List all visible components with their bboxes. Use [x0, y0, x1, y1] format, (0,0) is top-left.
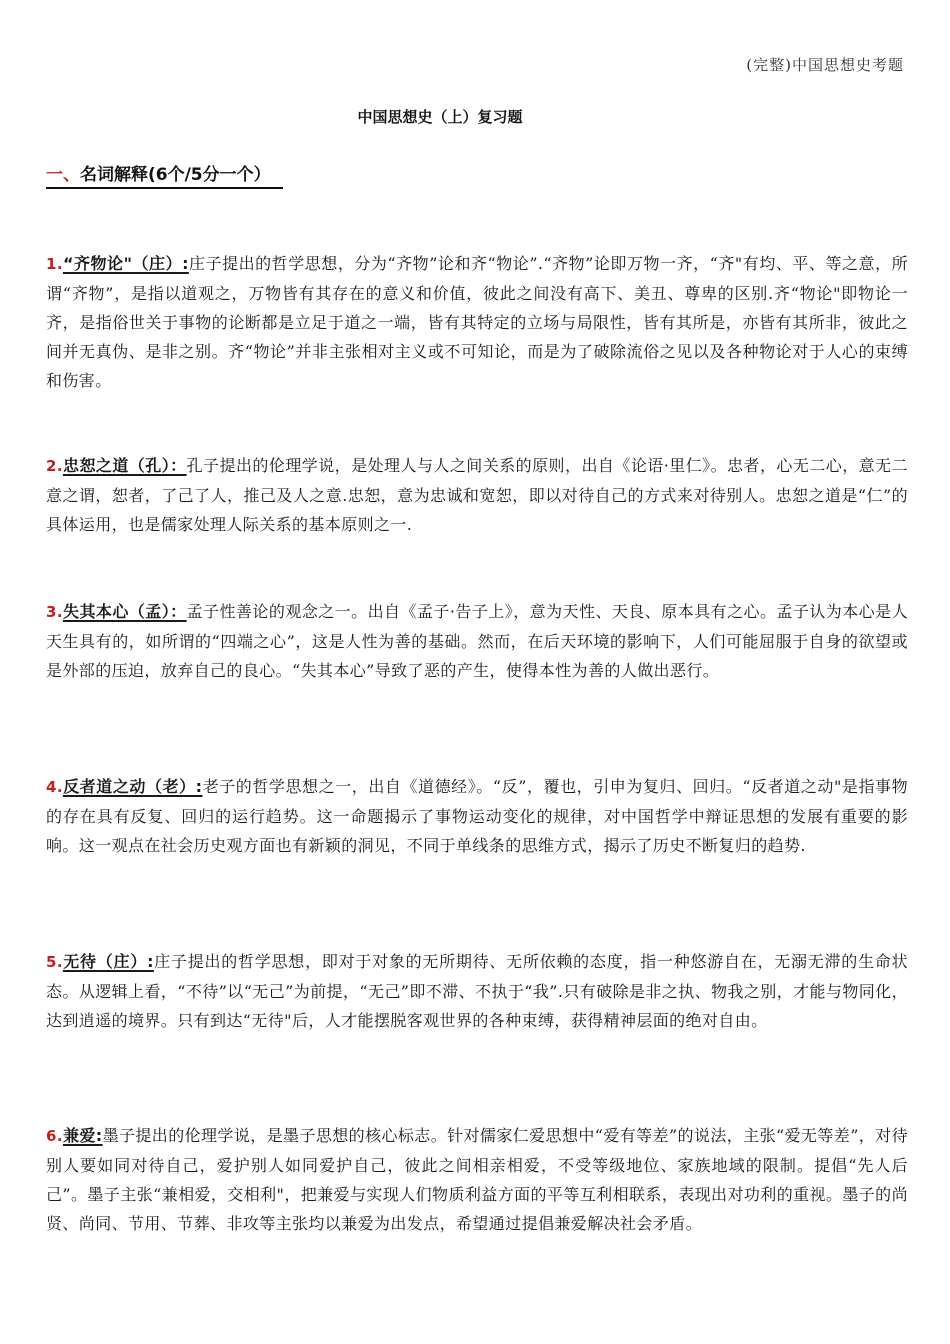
- section-heading-text: 名词解释(6个/5分一个）: [80, 165, 271, 185]
- term-definition: 庄子提出的哲学思想，即对于对象的无所期待、无所依赖的态度，指一种悠游自在，无溺无滞的生命状态。从逻辑上看，“不待”以“无己”为前提，“无己”即不滞、不执于“我”.只有破除是非之执、物我之别，才能与物同化，达到逍遥的境界。只有到达“无待"后，人才能摆脱客观世界的各种束缚，获得精神层面的绝对自由。: [46, 952, 908, 1030]
- section-number: 一、: [46, 165, 80, 185]
- term-number: 1.: [46, 255, 63, 273]
- term-definition: 老子的哲学思想之一，出自《道德经》。“反”，覆也，引申为复归、回归。“反者道之动"是指事物的存在具有反复、回归的运行趋势。这一命题揭示了事物运动变化的规律，对中国哲学中辩证思想的发展有重要的影响。这一观点在社会历史观方面也有新颖的洞见，不同于单线条的思维方式，揭示了历史不断复归的趋势.: [46, 777, 908, 855]
- term-number: 2.: [46, 457, 63, 475]
- term-entry-1: [46, 249, 908, 395]
- term-definition: 孟子性善论的观念之一。出自《孟子·告子上》，意为天性、天良、原本具有之心。孟子认为本心是人天生具有的，如所谓的“四端之心”，这是人性为善的基础。然而，在后天环境的影响下，人们可能屈服于自身的欲望或是外部的压迫，放弃自己的良心。“失其本心”导致了恶的产生，使得本性为善的人做出恶行。: [46, 602, 908, 680]
- term-definition: 孔子提出的伦理学说，是处理人与人之间关系的原则，出自《论语·里仁》。忠者，心无二心，意无二意之谓，恕者，了己了人，推己及人之意.忠恕，意为忠诚和宽恕，即以对待自己的方式来对待别人。忠恕之道是“仁”的具体运用，也是儒家处理人际关系的基本原则之一.: [46, 456, 908, 534]
- term-number: 4.: [46, 778, 63, 796]
- section-heading: [46, 160, 283, 189]
- running-header: (完整)中国思想史考题: [746, 56, 904, 74]
- term-name: 无待（庄）:: [62, 952, 154, 971]
- term-number: 3.: [46, 603, 63, 621]
- term-entry-5: [46, 947, 908, 1035]
- term-entry-4: [46, 772, 908, 860]
- term-definition: 庄子提出的哲学思想，分为“齐物”论和齐“物论”.“齐物”论即万物一齐，“齐"有均、平、等之意，所谓“齐物”，是指以道观之，万物皆有其存在的意义和价值，彼此之间没有高下、美丑、尊卑的区别.齐“物论"即物论一齐，是指俗世关于事物的论断都是立足于道之一端，皆有其特定的立场与局限性，皆有其所是，亦皆有其所非，彼此之间并无真伪、是非之别。齐“物论”并非主张相对主义或不可知论，而是为了破除流俗之见以及各种物论对于人心的束缚和伤害。: [46, 254, 908, 390]
- term-name: 忠恕之道（孔）：: [62, 456, 187, 475]
- term-entry-6: [46, 1121, 908, 1238]
- term-entry-2: [46, 451, 908, 539]
- term-definition: 墨子提出的伦理学说，是墨子思想的核心标志。针对儒家仁爱思想中“爱有等差”的说法，主张“爱无等差”，对待别人要如同对待自己，爱护别人如同爱护自己，彼此之间相亲相爱，不受等级地位、家族地域的限制。提倡“先人后己”。墨子主张“兼相爱，交相利"，把兼爱与实现人们物质利益方面的平等互利相联系，表现出对功利的重视。墨子的尚贤、尚同、节用、节葬、非攻等主张均以兼爱为出发点，希望通过提倡兼爱解决社会矛盾。: [46, 1126, 908, 1233]
- term-name: 反者道之动（老）:: [62, 777, 203, 796]
- term-name: 兼爱:: [62, 1126, 103, 1145]
- term-name: “齐物论"（庄）:: [62, 254, 189, 273]
- document-title: 中国思想史（上）复习题: [357, 108, 523, 126]
- term-name: 失其本心（孟）：: [62, 602, 187, 621]
- term-entry-3: [46, 597, 908, 685]
- term-number: 6.: [46, 1127, 63, 1145]
- term-number: 5.: [46, 953, 63, 971]
